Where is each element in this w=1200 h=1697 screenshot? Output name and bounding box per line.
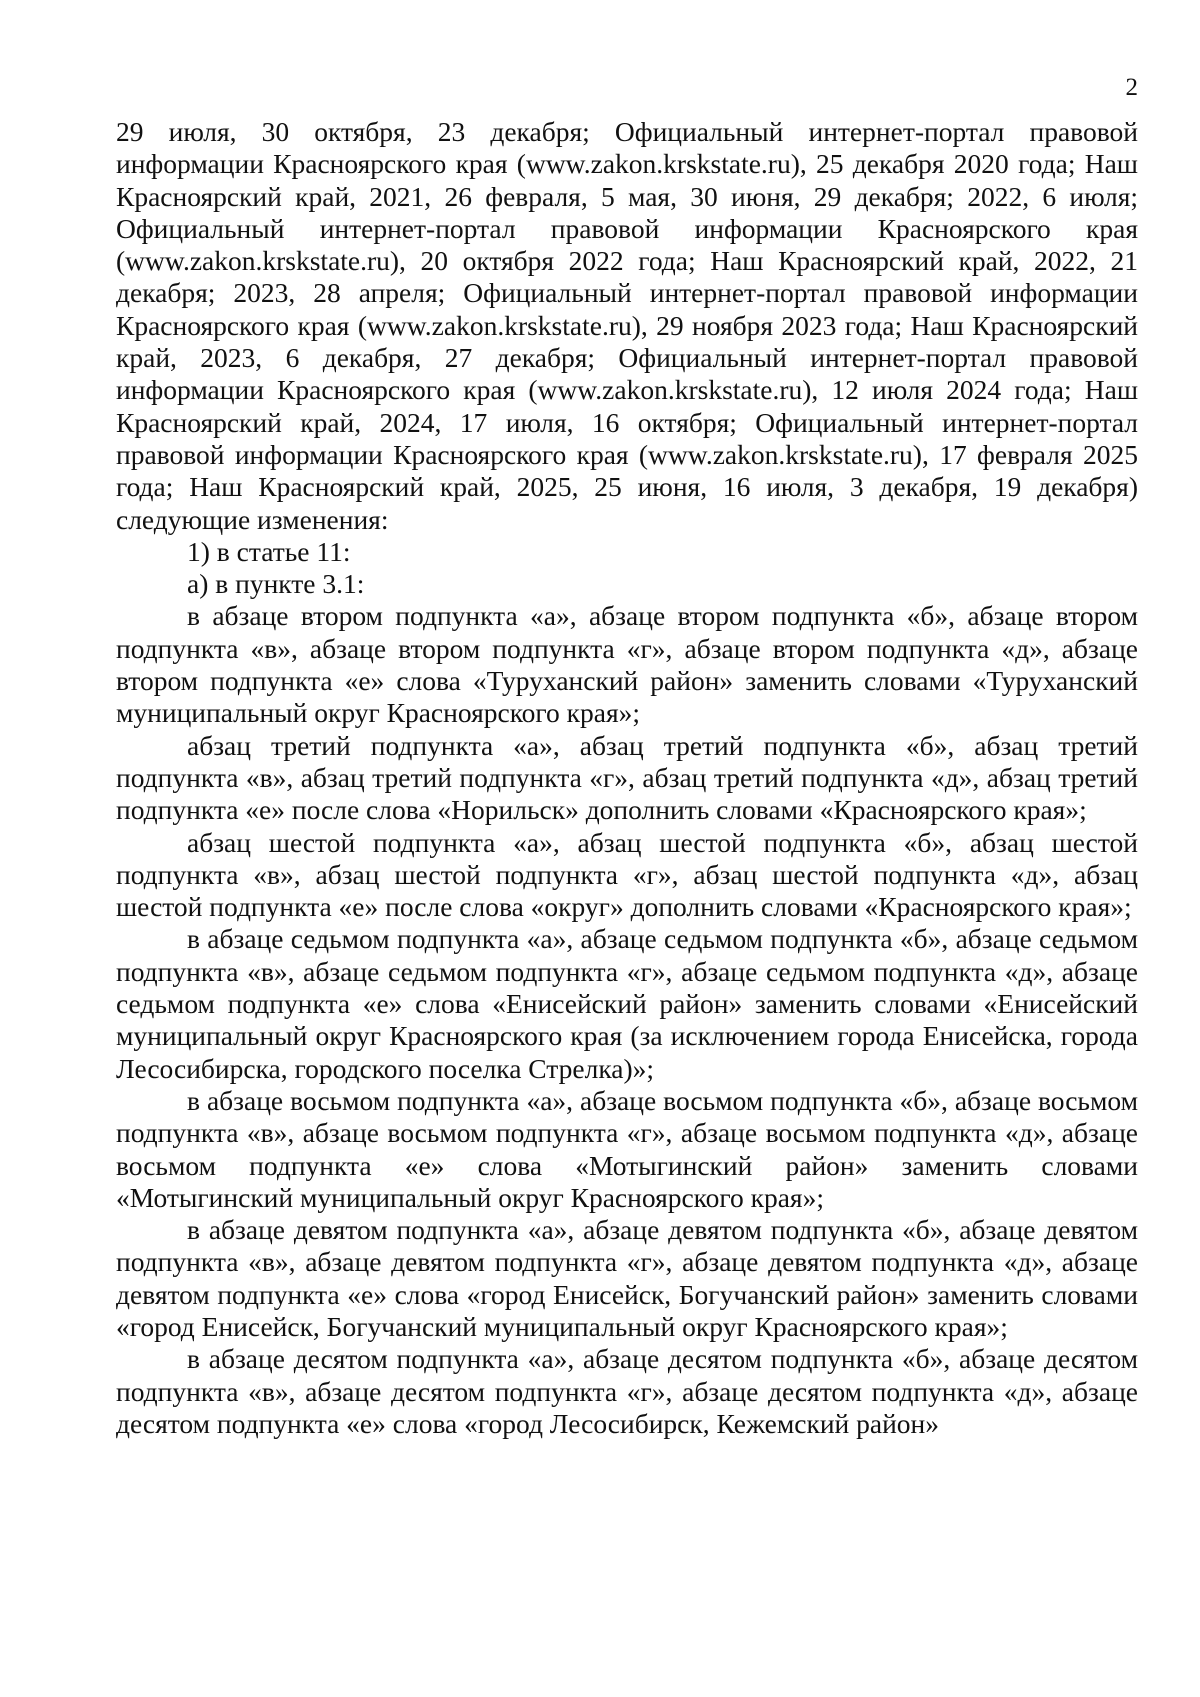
paragraph-subitem-point-3-1: а) в пункте 3.1: [187, 568, 365, 600]
document-body [116, 116, 1138, 1440]
paragraph-item-article-11: 1) в статье 11: [187, 535, 351, 567]
paragraph-amendment-paragraph-9: в абзаце девятом подпункта «а», абзаце девятом подпункта «б», абзаце девятом подпункта «в», абзаце девятом подпункта «г», абзаце девятом подпункта «д», абзаце девятом подпункта «е» слова «город Енисейск, Богучанский район» заменить словами «город Енисейск, Богучанский муниципальный округ Красноярского края»; [116, 1214, 1138, 1342]
paragraph-amendment-paragraph-2: в абзаце втором подпункта «а», абзаце втором подпункта «б», абзаце втором подпункта «в», абзаце втором подпункта «г», абзаце втором подпункта «д», абзаце втором подпункта «е» слова «Туруханский район» заменить словами «Туруханский муниципальный округ Красноярского края»; [116, 600, 1138, 729]
paragraph-continuation: 29 июля, 30 октября, 23 декабря; Официальный интернет-портал правовой информации Красноярского края (www.zakon.krskstate.ru), 25 декабря 2020 года; Наш Красноярский край, 2021, 26 февраля, 5 мая, 30 июня, 29 декабря; 2022, 6 июля; Официальный интернет-портал правовой информации Красноярского края (www.zakon.krskstate.ru), 20 октября 2022 года; Наш Красноярский край, 2022, 21 декабря; 2023, 28 апреля; Официальный интернет-портал правовой информации Красноярского края (www.zakon.krskstate.ru), 29 ноября 2023 года; Наш Красноярский край, 2023, 6 декабря, 27 декабря; Официальный интернет-портал правовой информации Красноярского края (www.zakon.krskstate.ru), 12 июля 2024 года; Наш Красноярский край, 2024, 17 июля, 16 октября; Официальный интернет-портал правовой информации Красноярского края (www.zakon.krskstate.ru), 17 февраля 2025 года; Наш Красноярский край, 2025, 25 июня, 16 июля, 3 декабря, 19 декабря) следующие изменения: [116, 116, 1138, 535]
page-number: 2 [1125, 74, 1138, 101]
paragraph-amendment-paragraph-7: в абзаце седьмом подпункта «а», абзаце седьмом подпункта «б», абзаце седьмом подпункта «в», абзаце седьмом подпункта «г», абзаце седьмом подпункта «д», абзаце седьмом подпункта «е» слова «Енисейский район» заменить словами «Енисейский муниципальный округ Красноярского края (за исключением города Енисейска, города Лесосибирска, городского поселка Стрелка)»; [116, 923, 1138, 1084]
paragraph-amendment-paragraph-10: в абзаце десятом подпункта «а», абзаце десятом подпункта «б», абзаце десятом подпункта «в», абзаце десятом подпункта «г», абзаце десятом подпункта «д», абзаце десятом подпункта «е» слова «город Лесосибирск, Кежемский район» [116, 1343, 1138, 1439]
paragraph-amendment-paragraph-8: в абзаце восьмом подпункта «а», абзаце восьмом подпункта «б», абзаце восьмом подпункта «в», абзаце восьмом подпункта «г», абзаце восьмом подпункта «д», абзаце восьмом подпункта «е» слова «Мотыгинский район» заменить словами «Мотыгинский муниципальный округ Красноярского края»; [116, 1084, 1138, 1213]
paragraph-amendment-paragraph-6: абзац шестой подпункта «а», абзац шестой подпункта «б», абзац шестой подпункта «в», абзац шестой подпункта «г», абзац шестой подпункта «д», абзац шестой подпункта «е» после слова «округ» дополнить словами «Красноярского края»; [116, 826, 1138, 923]
paragraph-amendment-paragraph-3: абзац третий подпункта «а», абзац третий подпункта «б», абзац третий подпункта «в», абзац третий подпункта «г», абзац третий подпункта «д», абзац третий подпункта «е» после слова «Норильск» дополнить словами «Красноярского края»; [116, 729, 1138, 826]
